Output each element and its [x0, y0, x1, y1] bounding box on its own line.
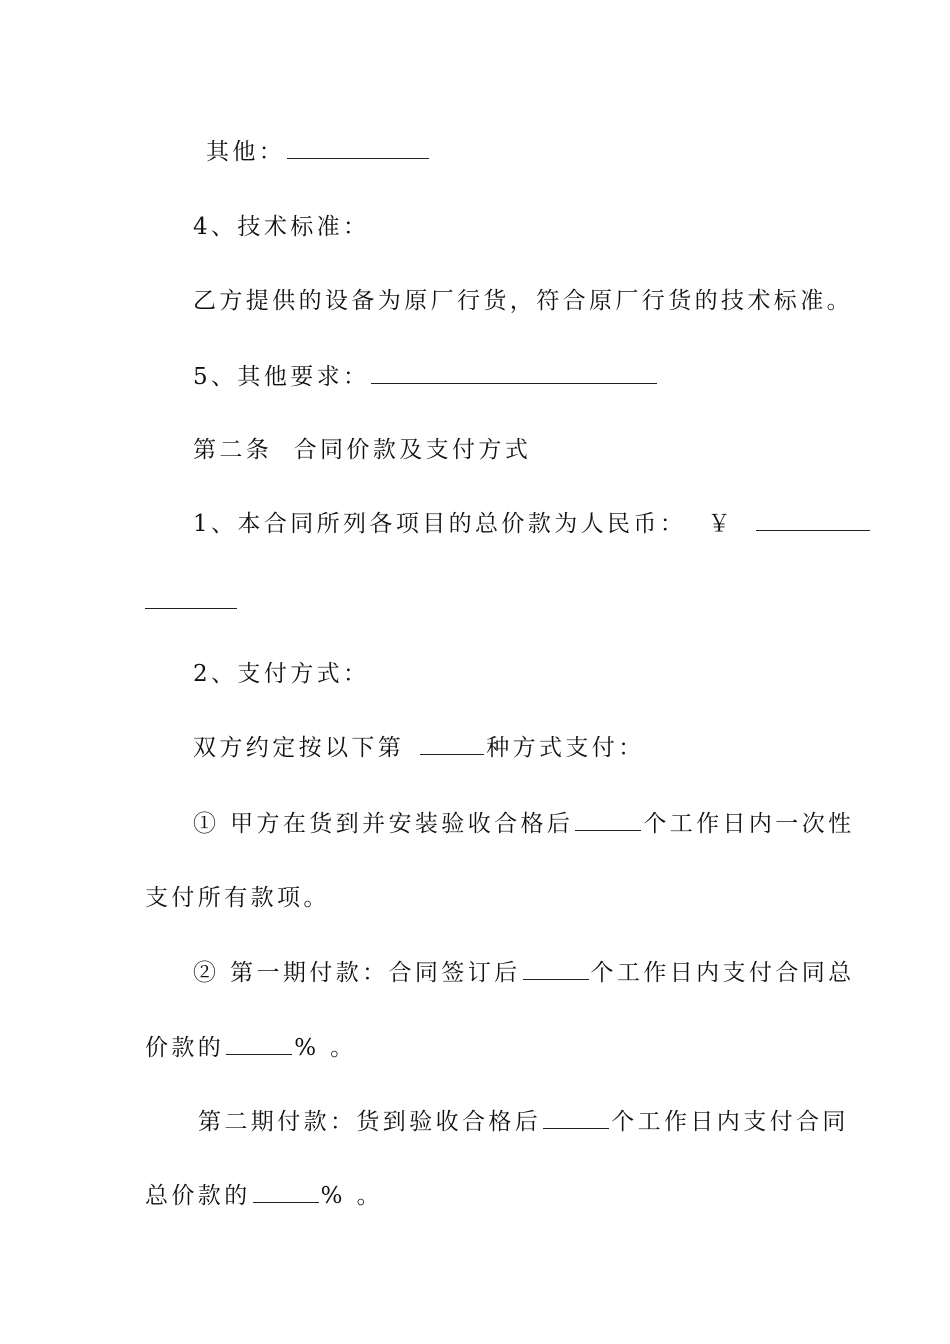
article-two-heading: [193, 435, 531, 465]
first-installment-percent-blank: [226, 1034, 292, 1055]
first-installment-days-blank: [523, 959, 589, 980]
total-price-label: 1、本合同所列各项目的总价款为人民币： ￥: [193, 511, 735, 537]
total-price-blank: [756, 510, 870, 531]
payment-option-line: [193, 733, 645, 763]
second-installment-percent-suffix: % 。: [320, 1183, 383, 1209]
article-two-title: 第二条 合同价款及支付方式: [193, 437, 532, 463]
first-installment-line: [193, 958, 855, 988]
option-one-suffix: 个工作日内一次性: [643, 811, 855, 837]
payment-option-prefix: 双方约定按以下第: [193, 735, 405, 761]
total-price-line: [193, 509, 872, 539]
total-price-continuation: [145, 587, 239, 617]
other-blank: [287, 138, 429, 159]
payment-option-blank: [420, 734, 484, 755]
second-installment-prefix: 第二期付款：货到验收合格后: [198, 1109, 542, 1135]
first-installment-percent-suffix: % 。: [294, 1035, 357, 1061]
technical-standard-heading: [193, 212, 369, 242]
second-installment-days-blank: [543, 1108, 609, 1129]
technical-standard-label: 4、技术标准：: [193, 214, 370, 240]
technical-standard-text: [193, 286, 853, 316]
first-installment-continuation: [145, 1033, 357, 1063]
second-installment-suffix: 个工作日内支付合同: [611, 1109, 849, 1135]
first-installment-percent-prefix: 价款的: [145, 1035, 225, 1061]
payment-method-label: 2、支付方式：: [193, 661, 370, 687]
option-one-continuation-text: 支付所有款项。: [145, 885, 330, 911]
payment-option-suffix: 种方式支付：: [486, 735, 645, 761]
option-one-prefix: ① 甲方在货到并安装验收合格后: [193, 811, 574, 837]
payment-method-heading: [193, 659, 369, 689]
technical-standard-body: 乙方提供的设备为原厂行货，符合原厂行货的技术标准。: [193, 288, 853, 314]
second-installment-continuation: [145, 1181, 383, 1211]
second-installment-line: [198, 1107, 849, 1137]
other-label: 其他：: [206, 139, 286, 165]
second-installment-percent-prefix: 总价款的: [145, 1183, 251, 1209]
first-installment-prefix: ② 第一期付款：合同签订后: [193, 960, 521, 986]
option-one-days-blank: [575, 810, 641, 831]
other-line: [206, 137, 431, 167]
second-installment-percent-blank: [253, 1182, 319, 1203]
other-requirements-label: 5、其他要求：: [193, 364, 370, 390]
first-installment-suffix: 个工作日内支付合同总: [590, 960, 855, 986]
total-price-blank-continued: [145, 588, 237, 609]
option-one-line: [193, 809, 855, 839]
other-requirements-line: [193, 362, 659, 392]
option-one-continuation: [145, 883, 330, 913]
other-requirements-blank: [371, 363, 657, 384]
